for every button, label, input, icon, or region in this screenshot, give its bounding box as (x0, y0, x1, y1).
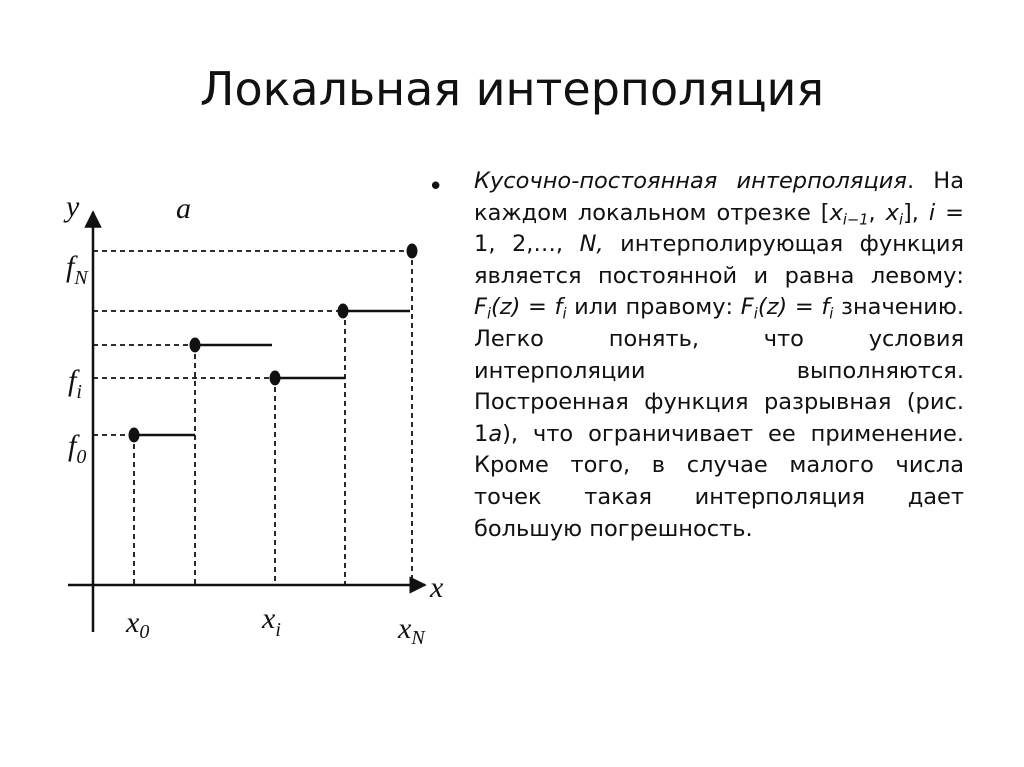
dashed-guides (93, 251, 412, 585)
point-i (270, 371, 281, 386)
label-f0: $f_0$ (68, 429, 87, 468)
label-fi: $f_i$ (68, 364, 82, 403)
var-N: N, (579, 231, 604, 258)
sub-i: i (898, 210, 904, 228)
point-0 (129, 428, 140, 443)
x-axis-label: x (430, 571, 444, 604)
bullet-marker: • (428, 172, 444, 202)
text-part: . На каждом локальном отрезке [ (474, 168, 964, 226)
var-a: a (488, 420, 503, 447)
formula-right: (z) = f (757, 294, 830, 321)
interpolation-graph (0, 0, 460, 680)
sub-i: i (829, 305, 834, 323)
text-part: = 1, 2,…, (474, 199, 964, 258)
text-part: , (868, 199, 886, 226)
text-part: интерполирующая функция является постоянной и равна левому: (474, 231, 964, 289)
label-xN: $x_N$ (398, 612, 425, 649)
label-a: a (176, 192, 191, 225)
sub-i: i (486, 305, 492, 323)
text-part: ], (903, 199, 929, 226)
description-text (474, 166, 964, 545)
text-part: ), что ограничивает ее применение. Кроме того, в случае малого числа точек такая интерполяция дает большую погрешность. (474, 420, 964, 542)
page-title: Локальная интерполяция (199, 62, 825, 116)
formula-left: (z) = f (491, 294, 563, 321)
y-axis-label: y (66, 190, 80, 223)
point-3 (338, 304, 349, 319)
var-x: x (829, 199, 843, 226)
sub-i: i (562, 305, 567, 323)
text-part: значению. Легко понять, что условия интерполяции выполняются. Построенная функция разрывная (рис. 1 (474, 294, 965, 447)
label-x0: $x_0$ (126, 606, 150, 643)
var-i: i (928, 199, 936, 226)
term-piecewise-constant: Кусочно-постоянная интерполяция (474, 168, 907, 194)
point-N (407, 244, 418, 259)
var-F: F (740, 294, 754, 321)
var-x: x (885, 199, 899, 226)
data-points (129, 244, 418, 443)
sub-i: i (753, 305, 758, 323)
text-part: или правому: (566, 294, 741, 321)
point-1 (190, 338, 201, 353)
var-F: F (474, 294, 487, 321)
label-xi: $x_i$ (262, 602, 281, 641)
label-fN: $f_N$ (66, 250, 88, 289)
sub-i-1: i−1 (842, 210, 869, 228)
